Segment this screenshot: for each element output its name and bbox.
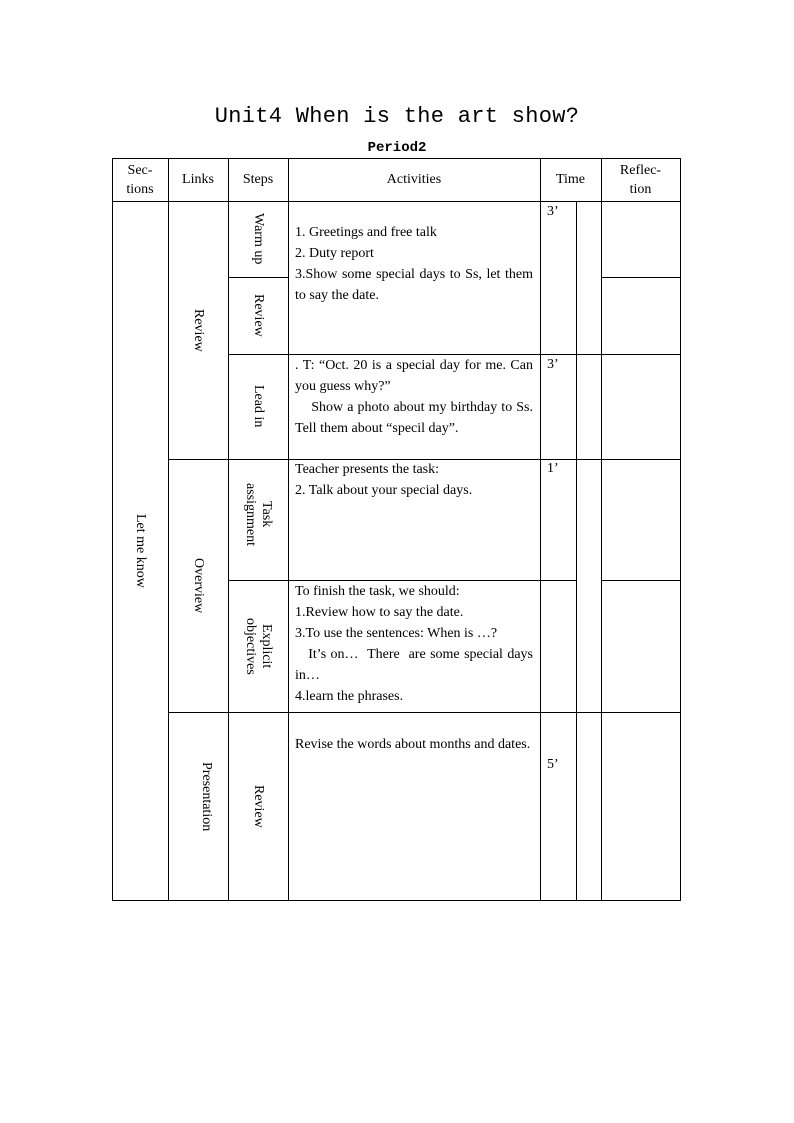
- step-cell-lead-in: [228, 354, 288, 459]
- step-cell-task-assignment: [228, 459, 288, 580]
- activity-line: 1. Greetings and free talk: [295, 225, 437, 240]
- activity-line: 2. Talk about your special days.: [295, 483, 473, 498]
- activity-presentation: [295, 734, 533, 755]
- activity-line: It’s on… There are some special days in…: [295, 647, 537, 683]
- activity-objectives: [295, 581, 537, 707]
- time-value: 3’: [547, 204, 559, 219]
- section-cell: [112, 201, 168, 900]
- step-label-warm-up: Warm up: [251, 213, 266, 265]
- activity-line: To finish the task, we should:: [295, 584, 460, 599]
- section-label: Let me know: [133, 513, 148, 588]
- header-reflection: Reflec- tion: [619, 162, 662, 197]
- header-time: Time: [555, 171, 586, 187]
- time-value: 3’: [547, 357, 559, 372]
- header-activities: Activities: [386, 171, 442, 187]
- step-cell-explicit-objectives: [228, 580, 288, 712]
- step-cell-warm-up: [228, 201, 288, 277]
- link-label-presentation: Presentation: [199, 762, 214, 832]
- step-cell-presentation-review: [228, 712, 288, 900]
- activity-line: 3.To use the sentences: When is …?: [295, 626, 498, 641]
- step-label-task-assignment: Task assignment: [243, 483, 274, 546]
- activity-line: 4.learn the phrases.: [295, 689, 404, 704]
- time-value: 5’: [547, 757, 559, 772]
- step-label-review: Review: [251, 294, 266, 337]
- page-title: Unit4 When is the art show?: [214, 104, 580, 129]
- activity-line: . T: “Oct. 20 is a special day for me. Can you guess why?”: [295, 358, 533, 394]
- time-value: 1’: [547, 461, 559, 476]
- step-label-explicit-objectives: Explicit objectives: [243, 617, 274, 675]
- activity-warm-up: [295, 222, 533, 306]
- link-label-review: Review: [191, 308, 206, 352]
- activity-lead-in: [295, 355, 537, 439]
- link-cell-review: [168, 201, 228, 459]
- activity-line: 2. Duty report: [295, 246, 374, 261]
- step-cell-review: [228, 277, 288, 354]
- activity-line: 3.Show some special days to Ss, let them to say the date.: [295, 267, 533, 303]
- step-label-lead-in: Lead in: [251, 385, 266, 428]
- header-sections: Sec- tions: [126, 162, 154, 197]
- activity-line: Teacher presents the task:: [295, 462, 440, 477]
- link-cell-overview: [168, 459, 228, 712]
- activity-line: Show a photo about my birthday to Ss. Tell them about “specil day”.: [295, 400, 537, 436]
- page-subtitle: Period2: [367, 140, 427, 156]
- activity-line: 1.Review how to say the date.: [295, 605, 464, 620]
- activity-task: [295, 459, 533, 501]
- step-label-presentation-review: Review: [251, 784, 266, 828]
- header-steps: Steps: [242, 171, 274, 187]
- link-label-overview: Overview: [191, 557, 206, 614]
- link-cell-presentation: [176, 712, 236, 900]
- activity-line: Revise the words about months and dates.: [295, 737, 531, 752]
- header-links: Links: [182, 171, 214, 187]
